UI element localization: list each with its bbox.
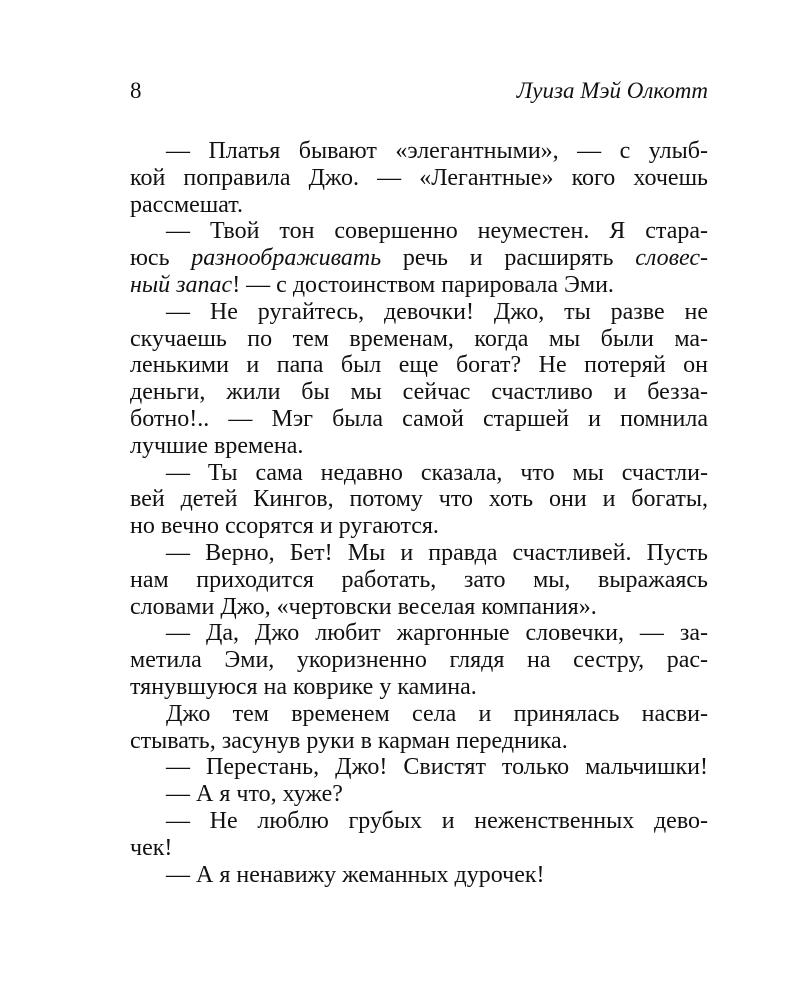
text-segment: кой поправила Джо. — «Легантные» кого хочешь — [130, 164, 708, 191]
text-segment: тянувшуюся на коврике у камина. — [130, 673, 477, 700]
text-line — [130, 540, 708, 567]
text-segment: Джо тем временем села и принялась насви- — [166, 700, 708, 727]
text-segment: ботно!.. — Мэг была самой старшей и помнила — [130, 405, 708, 432]
text-line — [130, 406, 708, 433]
text-segment: — А я ненавижу жеманных дурочек! — [166, 861, 545, 888]
text-segment: чек! — [130, 834, 173, 861]
text-line — [130, 754, 708, 781]
text-line — [130, 701, 708, 728]
text-line — [130, 138, 708, 165]
italic-text-segment: ный запас — [130, 271, 233, 298]
text-segment: — Да, Джо любит жаргонные словечки, — за- — [166, 620, 708, 647]
text-segment: — А я что, хуже? — [166, 781, 343, 808]
text-segment: стывать, засунув руки в карман передника. — [130, 727, 568, 754]
text-line — [130, 326, 708, 353]
text-segment: ленькими и папа был еще богат? Не потеряй он — [130, 352, 708, 379]
text-segment: — Платья бывают «элегантными», — с улыб- — [166, 138, 708, 164]
text-segment: — Не ругайтесь, девочки! Джо, ты разве не — [166, 298, 708, 325]
text-line — [130, 460, 708, 487]
body-text — [130, 138, 708, 888]
text-line — [130, 647, 708, 674]
text-line — [130, 245, 708, 272]
running-head-author: Луиза Мэй Олкотт — [516, 78, 708, 103]
text-segment: лучшие времена. — [130, 432, 304, 459]
text-line — [130, 165, 708, 192]
text-line — [130, 862, 708, 889]
text-line — [130, 620, 708, 647]
italic-text-segment: словес- — [635, 245, 709, 272]
text-line — [130, 674, 708, 701]
text-segment: но вечно ссорятся и ругаются. — [130, 513, 439, 540]
text-line — [130, 218, 708, 245]
text-segment: вей детей Кингов, потому что хоть они и богаты, — [130, 486, 708, 513]
text-segment: — Твой тон совершенно неуместен. Я стара- — [166, 218, 708, 245]
text-segment: рассмешат. — [130, 191, 243, 218]
text-line — [130, 192, 708, 219]
text-line — [130, 808, 708, 835]
text-segment: — Ты сама недавно сказала, что мы счастли- — [166, 459, 708, 486]
text-line — [130, 728, 708, 755]
text-segment: метила Эми, укоризненно глядя на сестру, рас- — [130, 647, 708, 674]
page-number: 8 — [130, 78, 142, 103]
text-line — [130, 272, 708, 299]
text-segment: — Перестань, Джо! Свистят только мальчишки! — [166, 754, 708, 781]
text-line — [130, 299, 708, 326]
text-segment: нам приходится работать, зато мы, выражаясь — [130, 566, 708, 593]
text-line — [130, 379, 708, 406]
text-segment: деньги, жили бы мы сейчас счастливо и безза- — [130, 379, 708, 406]
text-segment: — Не люблю грубых и неженственных дево- — [166, 807, 708, 834]
text-segment: речь и расширять — [381, 245, 636, 272]
text-line — [130, 513, 708, 540]
text-line — [130, 835, 708, 862]
text-line — [130, 433, 708, 460]
text-line — [130, 781, 708, 808]
text-segment: ! — с достоинством парировала Эми. — [232, 271, 614, 298]
page-header — [130, 78, 708, 108]
text-segment: — Верно, Бет! Мы и правда счастливей. Пусть — [166, 539, 708, 566]
text-line — [130, 594, 708, 621]
text-segment: словами Джо, «чертовски веселая компания». — [130, 593, 597, 620]
text-segment: юсь — [130, 245, 192, 272]
text-line — [130, 486, 708, 513]
text-line — [130, 567, 708, 594]
italic-text-segment: разноображивать — [191, 245, 382, 272]
text-line — [130, 352, 708, 379]
text-segment: скучаешь по тем временам, когда мы были ма- — [130, 325, 708, 352]
